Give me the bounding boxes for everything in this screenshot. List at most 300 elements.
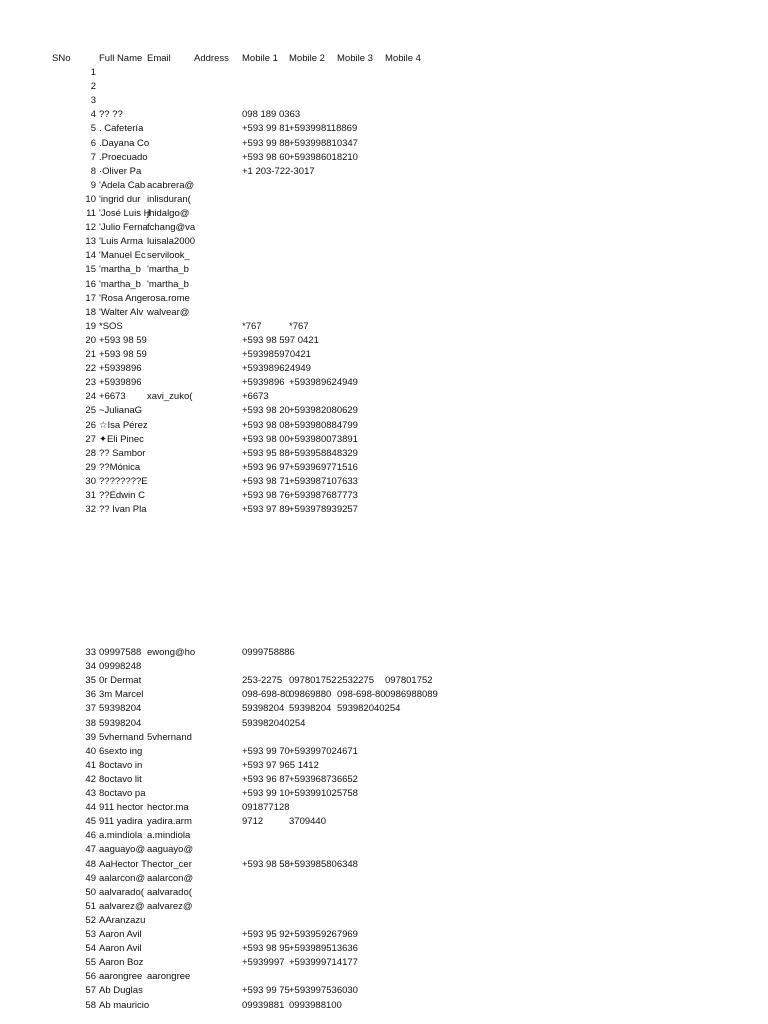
cell-mobile-3 <box>337 348 385 362</box>
cell-mobile-3 <box>337 306 385 320</box>
cell-full-name: 'ingrid dur <box>99 193 141 205</box>
cell-mobile-1: +593985970421 <box>242 349 311 360</box>
cell-full-name: 'Walter Alv <box>99 306 144 318</box>
cell-mobile-4 <box>385 278 455 292</box>
cell-mobile-4 <box>385 956 455 970</box>
cell-mobile-3 <box>337 928 385 942</box>
table-row <box>0 249 768 263</box>
cell-mobile-2 <box>289 348 337 362</box>
cell-mobile-1 <box>242 66 289 80</box>
cell-sno: 47 <box>85 844 96 856</box>
cell-mobile-2: +593969771516 <box>289 461 358 473</box>
cell-mobile-3 <box>337 447 385 461</box>
cell-mobile-3 <box>337 292 385 306</box>
cell-mobile-4 <box>385 151 455 165</box>
table-row <box>0 334 768 348</box>
cell-mobile-3: 098-698-80 <box>337 689 386 701</box>
cell-sno: 19 <box>85 320 96 332</box>
table-row <box>0 263 768 277</box>
header-sno: SNo <box>52 53 71 64</box>
cell-mobile-1: +5939896 <box>242 377 285 389</box>
table-row <box>0 731 768 745</box>
cell-mobile-2 <box>289 278 337 292</box>
cell-full-name: +593 98 59 <box>99 334 147 346</box>
table-row <box>0 221 768 235</box>
cell-mobile-2 <box>289 646 337 660</box>
cell-full-name: 8octavo in <box>99 759 143 771</box>
cell-mobile-1: +593 98 20 <box>242 405 290 417</box>
cell-mobile-1: +593 98 95 <box>242 943 290 955</box>
cell-email <box>147 999 193 1013</box>
cell-mobile-2 <box>289 829 337 843</box>
cell-sno: 32 <box>85 504 96 516</box>
cell-mobile-1: +593 99 10 <box>242 788 290 799</box>
cell-mobile-4 <box>385 249 455 263</box>
cell-email <box>147 942 193 956</box>
cell-mobile-3 <box>337 278 385 292</box>
cell-mobile-1: 098 189 0363 <box>242 109 301 121</box>
cell-sno: 7 <box>90 151 96 163</box>
cell-mobile-3 <box>337 404 385 418</box>
cell-mobile-4 <box>385 745 455 759</box>
cell-email <box>147 717 193 731</box>
cell-mobile-2: 0993988100 <box>289 999 342 1011</box>
cell-sno: 9 <box>90 179 96 191</box>
header-mobile-3: Mobile 3 <box>337 53 373 64</box>
cell-mobile-4 <box>385 475 455 489</box>
table-row <box>0 688 768 702</box>
cell-sno: 25 <box>85 405 96 417</box>
cell-sno: 21 <box>85 349 96 360</box>
cell-mobile-2 <box>289 660 337 674</box>
cell-mobile-4 <box>385 376 455 390</box>
cell-mobile-1: 09939881 <box>242 999 285 1011</box>
cell-mobile-2: +593999714177 <box>289 957 358 969</box>
cell-full-name: 'Luis Arma <box>99 236 144 248</box>
cell-email: aarongree <box>147 971 191 983</box>
cell-mobile-3 <box>337 475 385 489</box>
table-row <box>0 970 768 984</box>
cell-sno: 14 <box>85 250 96 262</box>
cell-sno: 13 <box>85 236 96 248</box>
cell-mobile-1 <box>242 207 289 221</box>
cell-mobile-4 <box>385 872 455 886</box>
cell-mobile-3 <box>337 815 385 829</box>
cell-email: servilook_ <box>147 250 190 262</box>
cell-mobile-3 <box>337 390 385 404</box>
header-mobile-2: Mobile 2 <box>289 53 325 64</box>
cell-mobile-2: +593998810347 <box>289 137 358 149</box>
table-row <box>0 773 768 787</box>
cell-mobile-4 <box>385 801 455 815</box>
cell-mobile-2 <box>289 970 337 984</box>
cell-mobile-2: 59398204 <box>289 703 332 715</box>
cell-mobile-1: 593982040254 <box>242 717 306 729</box>
table-row <box>0 503 768 517</box>
cell-mobile-1 <box>242 872 289 886</box>
cell-full-name: +6673 <box>99 391 126 403</box>
cell-mobile-4 <box>385 419 455 433</box>
cell-full-name: 59398204 <box>99 717 142 729</box>
cell-mobile-2 <box>289 334 337 348</box>
cell-full-name: 'Julio Ferna <box>99 222 148 234</box>
cell-full-name: ?? Sambor <box>99 447 146 459</box>
cell-full-name: .Proecuado <box>99 151 148 163</box>
cell-mobile-3 <box>337 207 385 221</box>
cell-mobile-2 <box>289 872 337 886</box>
cell-mobile-3 <box>337 787 385 801</box>
table-row <box>0 759 768 773</box>
cell-full-name: ????????E <box>99 475 148 487</box>
cell-mobile-4 <box>385 137 455 151</box>
cell-mobile-4 <box>385 900 455 914</box>
cell-mobile-3 <box>337 137 385 151</box>
cell-full-name: Aaron Avil <box>99 943 142 955</box>
cell-email <box>147 137 193 151</box>
cell-mobile-4 <box>385 942 455 956</box>
cell-mobile-2 <box>289 165 337 179</box>
cell-email: xavi_zuko( <box>147 391 193 403</box>
cell-sno: 43 <box>85 788 96 799</box>
cell-sno: 48 <box>85 858 96 870</box>
cell-mobile-2 <box>289 731 337 745</box>
cell-sno: 54 <box>85 943 96 955</box>
cell-email <box>147 66 193 80</box>
cell-mobile-2: +593959267969 <box>289 929 358 940</box>
cell-mobile-1: 253-2275 <box>242 675 283 687</box>
cell-mobile-4 <box>385 80 455 94</box>
cell-mobile-3 <box>337 419 385 433</box>
cell-mobile-1 <box>242 80 289 94</box>
cell-mobile-1: 091877128 <box>242 802 290 814</box>
cell-mobile-3 <box>337 151 385 165</box>
cell-full-name: Ab Duglas <box>99 985 143 997</box>
cell-mobile-1: +593 98 597 0421 <box>242 334 319 346</box>
table-row <box>0 942 768 956</box>
cell-email: hector_cer <box>147 858 192 870</box>
cell-mobile-3 <box>337 956 385 970</box>
cell-mobile-4 <box>385 928 455 942</box>
cell-email <box>147 503 193 517</box>
cell-mobile-3 <box>337 80 385 94</box>
cell-mobile-3 <box>337 858 385 872</box>
cell-mobile-3 <box>337 646 385 660</box>
table-row <box>0 999 768 1013</box>
cell-mobile-4 <box>385 362 455 376</box>
cell-sno: 38 <box>85 717 96 729</box>
cell-mobile-2 <box>289 914 337 928</box>
cell-mobile-1 <box>242 235 289 249</box>
cell-mobile-4 <box>385 773 455 787</box>
cell-email <box>147 376 193 390</box>
cell-email <box>147 433 193 447</box>
cell-email <box>147 122 193 136</box>
cell-mobile-2: +593991025758 <box>289 788 358 799</box>
cell-sno: 53 <box>85 929 96 940</box>
cell-email: aalarcon@ <box>147 872 194 884</box>
cell-mobile-3: 593982040254 <box>337 703 401 715</box>
cell-mobile-4 <box>385 984 455 998</box>
cell-full-name: 911 hector <box>99 802 144 814</box>
cell-mobile-1: +593 98 08 <box>242 419 290 431</box>
cell-mobile-4 <box>385 843 455 857</box>
cell-mobile-1 <box>242 829 289 843</box>
cell-mobile-2 <box>289 193 337 207</box>
cell-mobile-1 <box>242 731 289 745</box>
cell-full-name: AaHector T <box>99 858 147 870</box>
cell-full-name: 'Manuel Ec <box>99 250 146 262</box>
cell-mobile-1 <box>242 193 289 207</box>
cell-mobile-4 <box>385 207 455 221</box>
cell-sno: 11 <box>86 208 96 219</box>
cell-mobile-1: +593 97 965 1412 <box>242 759 319 771</box>
table-row <box>0 348 768 362</box>
table-row <box>0 801 768 815</box>
cell-mobile-2 <box>289 249 337 263</box>
cell-mobile-3 <box>337 717 385 731</box>
cell-sno: 27 <box>85 433 96 445</box>
cell-full-name <box>99 94 146 108</box>
cell-mobile-2: +593986018210 <box>289 151 358 163</box>
cell-mobile-2 <box>289 292 337 306</box>
cell-mobile-1: +593 99 81 <box>242 123 290 135</box>
cell-sno: 16 <box>85 278 96 290</box>
cell-email <box>147 94 193 108</box>
cell-mobile-1: +593 98 71 <box>242 475 290 487</box>
cell-mobile-1: 098-698-80 <box>242 689 291 701</box>
cell-mobile-4 <box>385 489 455 503</box>
cell-email <box>147 447 193 461</box>
table-row <box>0 179 768 193</box>
cell-mobile-2: +593998118869 <box>289 123 358 135</box>
cell-email <box>147 773 193 787</box>
cell-mobile-3 <box>337 745 385 759</box>
cell-full-name: ·Oliver Pa <box>99 165 142 177</box>
cell-email: acabrera@ <box>147 179 195 191</box>
cell-mobile-4 <box>385 787 455 801</box>
cell-sno: 45 <box>85 816 96 828</box>
cell-mobile-2: +593978939257 <box>289 504 358 516</box>
cell-full-name: aalvarez@ <box>99 900 145 912</box>
cell-mobile-1 <box>242 914 289 928</box>
cell-mobile-1: +6673 <box>242 391 269 403</box>
cell-full-name: 09998248 <box>99 661 142 673</box>
cell-email <box>147 165 193 179</box>
cell-mobile-4 <box>385 461 455 475</box>
cell-mobile-3 <box>337 376 385 390</box>
cell-full-name: aarongree <box>99 971 143 983</box>
cell-sno: 34 <box>85 661 96 673</box>
cell-mobile-4 <box>385 829 455 843</box>
table-row <box>0 390 768 404</box>
cell-mobile-2: +593982080629 <box>289 405 358 417</box>
cell-sno: 41 <box>85 759 96 771</box>
cell-full-name: +593 98 59 <box>99 349 147 360</box>
cell-sno: 35 <box>85 675 96 687</box>
cell-email: yadira.arm <box>147 816 192 828</box>
cell-email <box>147 787 193 801</box>
cell-email <box>147 956 193 970</box>
cell-sno: 4 <box>90 109 96 121</box>
cell-mobile-2 <box>289 263 337 277</box>
cell-mobile-4 <box>385 348 455 362</box>
cell-mobile-3 <box>337 914 385 928</box>
cell-mobile-1: 0999758886 <box>242 647 295 658</box>
cell-mobile-1: +593 98 58 <box>242 858 290 870</box>
cell-mobile-2 <box>289 235 337 249</box>
cell-sno: 33 <box>85 647 96 658</box>
cell-mobile-3: 2532275 <box>337 675 374 687</box>
cell-mobile-1: +593 98 00 <box>242 433 290 445</box>
cell-email <box>147 489 193 503</box>
cell-email <box>147 702 193 716</box>
cell-mobile-4 <box>385 886 455 900</box>
cell-mobile-4 <box>385 858 455 872</box>
cell-sno: 42 <box>85 773 96 785</box>
cell-sno: 52 <box>85 914 96 926</box>
cell-full-name: Aaron Avil <box>99 929 142 940</box>
cell-full-name: ~JulianaG <box>99 405 143 417</box>
cell-mobile-3 <box>337 872 385 886</box>
cell-mobile-1: +593 99 75 <box>242 985 290 997</box>
cell-mobile-2: +593980884799 <box>289 419 358 431</box>
table-row <box>0 80 768 94</box>
table-row <box>0 717 768 731</box>
cell-mobile-2 <box>289 80 337 94</box>
cell-sno: 40 <box>85 745 96 757</box>
table-row <box>0 165 768 179</box>
table-row <box>0 207 768 221</box>
cell-sno: 30 <box>85 475 96 487</box>
cell-sno: 18 <box>85 306 96 318</box>
table-row <box>0 122 768 136</box>
cell-full-name: 5vhernand <box>99 731 144 743</box>
cell-email: aalvarado( <box>147 886 192 898</box>
cell-email: inlisduran( <box>147 193 191 205</box>
cell-mobile-3 <box>337 249 385 263</box>
cell-mobile-1 <box>242 249 289 263</box>
cell-sno: 23 <box>85 377 96 389</box>
cell-email <box>147 475 193 489</box>
cell-mobile-2: +593997024671 <box>289 745 358 757</box>
table-row <box>0 928 768 942</box>
cell-mobile-1 <box>242 221 289 235</box>
cell-email <box>147 108 193 122</box>
cell-full-name: ?? ?? <box>99 109 123 121</box>
cell-mobile-3 <box>337 660 385 674</box>
cell-mobile-4 <box>385 731 455 745</box>
table-row <box>0 320 768 334</box>
cell-sno: 15 <box>85 264 96 276</box>
header-mobile-1: Mobile 1 <box>242 53 278 64</box>
cell-mobile-3 <box>337 942 385 956</box>
cell-mobile-1: +1 203-722-3017 <box>242 165 315 177</box>
table-row <box>0 956 768 970</box>
cell-full-name: 8octavo pa <box>99 788 146 799</box>
cell-email: hector.ma <box>147 802 189 814</box>
cell-email <box>147 419 193 433</box>
cell-mobile-3 <box>337 829 385 843</box>
table-row <box>0 914 768 928</box>
cell-mobile-4: 0986988089 <box>385 689 438 701</box>
cell-mobile-4 <box>385 702 455 716</box>
cell-mobile-2: +593968736652 <box>289 773 358 785</box>
cell-full-name: *SOS <box>99 320 123 332</box>
table-row <box>0 306 768 320</box>
cell-mobile-2: +593987107633 <box>289 475 358 487</box>
cell-mobile-4 <box>385 447 455 461</box>
cell-email <box>147 745 193 759</box>
cell-email: fchang@va <box>147 222 196 234</box>
cell-mobile-1 <box>242 263 289 277</box>
table-row <box>0 984 768 998</box>
cell-sno: 10 <box>85 193 96 205</box>
cell-email: 'martha_b <box>147 278 189 290</box>
table-row <box>0 745 768 759</box>
cell-mobile-1 <box>242 900 289 914</box>
cell-mobile-1 <box>242 94 289 108</box>
table-row <box>0 278 768 292</box>
cell-mobile-4 <box>385 404 455 418</box>
cell-mobile-4 <box>385 646 455 660</box>
table-row <box>0 193 768 207</box>
cell-mobile-1: +5939997 <box>242 957 285 969</box>
table-row <box>0 66 768 80</box>
cell-mobile-3 <box>337 235 385 249</box>
cell-mobile-4 <box>385 815 455 829</box>
cell-mobile-3 <box>337 165 385 179</box>
cell-mobile-3 <box>337 900 385 914</box>
cell-mobile-2 <box>289 221 337 235</box>
cell-mobile-1: 59398204 <box>242 703 285 715</box>
cell-full-name: 6sexto ing <box>99 745 143 757</box>
cell-full-name: ??Edwin C <box>99 490 145 501</box>
cell-sno: 6 <box>90 137 96 149</box>
cell-mobile-3 <box>337 970 385 984</box>
cell-mobile-4 <box>385 66 455 80</box>
cell-mobile-2: +593989513636 <box>289 943 358 955</box>
cell-email: rosa.rome <box>147 292 190 304</box>
cell-mobile-3 <box>337 221 385 235</box>
cell-mobile-2 <box>289 717 337 731</box>
cell-mobile-1: +593 98 76 <box>242 490 290 501</box>
table-row <box>0 843 768 857</box>
cell-full-name: Ab mauricio <box>99 999 150 1011</box>
table-row <box>0 419 768 433</box>
cell-mobile-3 <box>337 94 385 108</box>
cell-email <box>147 404 193 418</box>
cell-sno: 1 <box>90 67 96 78</box>
cell-mobile-4 <box>385 999 455 1013</box>
cell-mobile-4 <box>385 320 455 334</box>
cell-email: aalvarez@ <box>147 900 193 912</box>
cell-mobile-1 <box>242 306 289 320</box>
cell-mobile-3 <box>337 886 385 900</box>
table-row <box>0 151 768 165</box>
cell-mobile-1 <box>242 843 289 857</box>
cell-mobile-2 <box>289 207 337 221</box>
cell-full-name: 0r Dermat <box>99 675 142 687</box>
cell-mobile-3 <box>337 320 385 334</box>
cell-sno: 28 <box>85 447 96 459</box>
cell-mobile-4 <box>385 503 455 517</box>
cell-sno: 56 <box>85 971 96 983</box>
table-row <box>0 660 768 674</box>
cell-mobile-4 <box>385 914 455 928</box>
cell-mobile-2: +593987687773 <box>289 490 358 501</box>
cell-mobile-4 <box>385 179 455 193</box>
cell-sno: 8 <box>90 165 96 177</box>
